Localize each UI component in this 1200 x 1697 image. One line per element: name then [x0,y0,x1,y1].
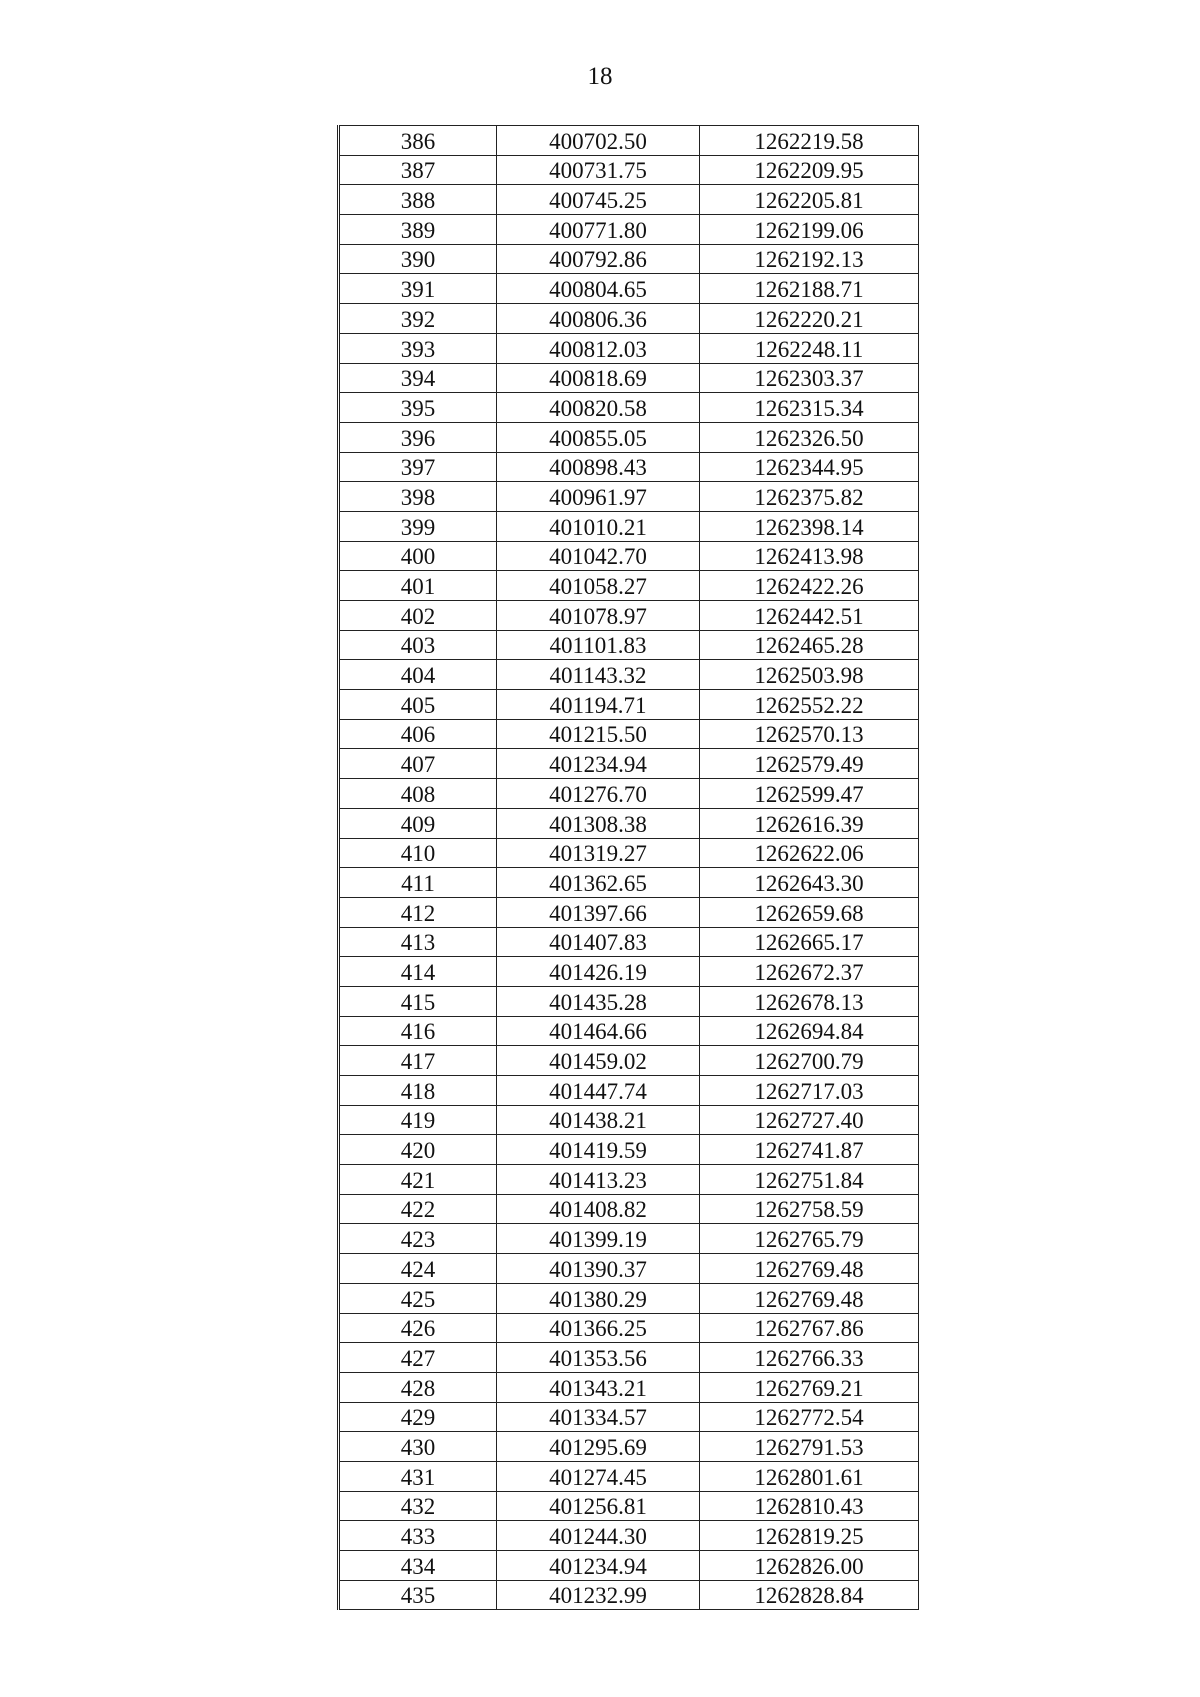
point-number-cell: 404 [339,660,497,690]
table-row [339,927,919,957]
y-coordinate-cell: 1262751.84 [700,1165,919,1195]
point-number-cell: 426 [339,1313,497,1343]
table-row [339,957,919,987]
table-row [339,1551,919,1581]
table-row [339,660,919,690]
y-coordinate-cell: 1262188.71 [700,274,919,304]
table-row [339,1016,919,1046]
y-coordinate-cell: 1262769.21 [700,1372,919,1402]
y-coordinate-cell: 1262344.95 [700,452,919,482]
table-row [339,1402,919,1432]
point-number-cell: 402 [339,601,497,631]
x-coordinate-cell: 401399.19 [497,1224,700,1254]
point-number-cell: 430 [339,1432,497,1462]
point-number-cell: 420 [339,1135,497,1165]
table-row [339,808,919,838]
x-coordinate-cell: 400820.58 [497,393,700,423]
x-coordinate-cell: 401010.21 [497,511,700,541]
point-number-cell: 394 [339,363,497,393]
point-number-cell: 393 [339,333,497,363]
x-coordinate-cell: 400731.75 [497,155,700,185]
y-coordinate-cell: 1262678.13 [700,986,919,1016]
x-coordinate-cell: 401380.29 [497,1283,700,1313]
table-row [339,244,919,274]
y-coordinate-cell: 1262375.82 [700,482,919,512]
table-row [339,571,919,601]
y-coordinate-cell: 1262700.79 [700,1046,919,1076]
x-coordinate-cell: 401232.99 [497,1580,700,1610]
point-number-cell: 421 [339,1165,497,1195]
y-coordinate-cell: 1262769.48 [700,1254,919,1284]
y-coordinate-cell: 1262209.95 [700,155,919,185]
y-coordinate-cell: 1262398.14 [700,511,919,541]
point-number-cell: 412 [339,897,497,927]
y-coordinate-cell: 1262819.25 [700,1521,919,1551]
y-coordinate-cell: 1262765.79 [700,1224,919,1254]
point-number-cell: 407 [339,749,497,779]
y-coordinate-cell: 1262219.58 [700,126,919,156]
x-coordinate-cell: 401256.81 [497,1491,700,1521]
x-coordinate-cell: 401343.21 [497,1372,700,1402]
point-number-cell: 399 [339,511,497,541]
x-coordinate-cell: 401274.45 [497,1461,700,1491]
y-coordinate-cell: 1262326.50 [700,422,919,452]
table-row [339,719,919,749]
point-number-cell: 406 [339,719,497,749]
point-number-cell: 388 [339,185,497,215]
y-coordinate-cell: 1262579.49 [700,749,919,779]
y-coordinate-cell: 1262422.26 [700,571,919,601]
point-number-cell: 434 [339,1551,497,1581]
x-coordinate-cell: 401101.83 [497,630,700,660]
point-number-cell: 408 [339,779,497,809]
x-coordinate-cell: 400806.36 [497,304,700,334]
point-number-cell: 413 [339,927,497,957]
y-coordinate-cell: 1262801.61 [700,1461,919,1491]
y-coordinate-cell: 1262791.53 [700,1432,919,1462]
y-coordinate-cell: 1262659.68 [700,897,919,927]
table-row [339,986,919,1016]
x-coordinate-cell: 401408.82 [497,1194,700,1224]
table-row [339,1461,919,1491]
point-number-cell: 432 [339,1491,497,1521]
y-coordinate-cell: 1262205.81 [700,185,919,215]
x-coordinate-cell: 401362.65 [497,868,700,898]
y-coordinate-cell: 1262665.17 [700,927,919,957]
table-row [339,511,919,541]
x-coordinate-cell: 401143.32 [497,660,700,690]
y-coordinate-cell: 1262828.84 [700,1580,919,1610]
x-coordinate-cell: 401234.94 [497,749,700,779]
point-number-cell: 390 [339,244,497,274]
x-coordinate-cell: 400855.05 [497,422,700,452]
table-row [339,1224,919,1254]
table-row [339,1491,919,1521]
coordinates-table-body [339,126,919,1610]
y-coordinate-cell: 1262199.06 [700,215,919,245]
point-number-cell: 422 [339,1194,497,1224]
point-number-cell: 425 [339,1283,497,1313]
x-coordinate-cell: 400804.65 [497,274,700,304]
x-coordinate-cell: 401078.97 [497,601,700,631]
table-row [339,1283,919,1313]
point-number-cell: 386 [339,126,497,156]
x-coordinate-cell: 401058.27 [497,571,700,601]
point-number-cell: 405 [339,690,497,720]
y-coordinate-cell: 1262772.54 [700,1402,919,1432]
x-coordinate-cell: 401234.94 [497,1551,700,1581]
y-coordinate-cell: 1262599.47 [700,779,919,809]
point-number-cell: 419 [339,1105,497,1135]
y-coordinate-cell: 1262810.43 [700,1491,919,1521]
y-coordinate-cell: 1262465.28 [700,630,919,660]
x-coordinate-cell: 401419.59 [497,1135,700,1165]
table-row [339,690,919,720]
y-coordinate-cell: 1262220.21 [700,304,919,334]
y-coordinate-cell: 1262694.84 [700,1016,919,1046]
point-number-cell: 431 [339,1461,497,1491]
point-number-cell: 423 [339,1224,497,1254]
x-coordinate-cell: 401276.70 [497,779,700,809]
y-coordinate-cell: 1262767.86 [700,1313,919,1343]
point-number-cell: 395 [339,393,497,423]
point-number-cell: 387 [339,155,497,185]
x-coordinate-cell: 401447.74 [497,1076,700,1106]
point-number-cell: 410 [339,838,497,868]
y-coordinate-cell: 1262192.13 [700,244,919,274]
y-coordinate-cell: 1262741.87 [700,1135,919,1165]
table-row [339,1165,919,1195]
y-coordinate-cell: 1262672.37 [700,957,919,987]
table-row [339,126,919,156]
point-number-cell: 398 [339,482,497,512]
table-row [339,1521,919,1551]
x-coordinate-cell: 400745.25 [497,185,700,215]
point-number-cell: 424 [339,1254,497,1284]
table-row [339,215,919,245]
y-coordinate-cell: 1262616.39 [700,808,919,838]
y-coordinate-cell: 1262503.98 [700,660,919,690]
table-row [339,304,919,334]
y-coordinate-cell: 1262552.22 [700,690,919,720]
x-coordinate-cell: 401413.23 [497,1165,700,1195]
y-coordinate-cell: 1262758.59 [700,1194,919,1224]
table-row [339,333,919,363]
x-coordinate-cell: 400812.03 [497,333,700,363]
table-row [339,1343,919,1373]
point-number-cell: 416 [339,1016,497,1046]
table-row [339,1076,919,1106]
table-row [339,274,919,304]
point-number-cell: 417 [339,1046,497,1076]
table-row [339,1135,919,1165]
coordinates-table [337,125,919,1610]
y-coordinate-cell: 1262727.40 [700,1105,919,1135]
y-coordinate-cell: 1262622.06 [700,838,919,868]
table-row [339,749,919,779]
x-coordinate-cell: 401353.56 [497,1343,700,1373]
y-coordinate-cell: 1262769.48 [700,1283,919,1313]
x-coordinate-cell: 401194.71 [497,690,700,720]
table-row [339,868,919,898]
x-coordinate-cell: 401464.66 [497,1016,700,1046]
x-coordinate-cell: 400961.97 [497,482,700,512]
point-number-cell: 392 [339,304,497,334]
table-row [339,1194,919,1224]
point-number-cell: 428 [339,1372,497,1402]
x-coordinate-cell: 401438.21 [497,1105,700,1135]
point-number-cell: 415 [339,986,497,1016]
table-row [339,1432,919,1462]
point-number-cell: 427 [339,1343,497,1373]
table-row [339,779,919,809]
table-row [339,155,919,185]
table-row [339,838,919,868]
point-number-cell: 433 [339,1521,497,1551]
x-coordinate-cell: 401366.25 [497,1313,700,1343]
x-coordinate-cell: 401042.70 [497,541,700,571]
x-coordinate-cell: 400702.50 [497,126,700,156]
y-coordinate-cell: 1262303.37 [700,363,919,393]
table-row [339,452,919,482]
y-coordinate-cell: 1262413.98 [700,541,919,571]
x-coordinate-cell: 401397.66 [497,897,700,927]
table-row [339,630,919,660]
x-coordinate-cell: 401426.19 [497,957,700,987]
x-coordinate-cell: 401215.50 [497,719,700,749]
point-number-cell: 391 [339,274,497,304]
x-coordinate-cell: 400771.80 [497,215,700,245]
point-number-cell: 429 [339,1402,497,1432]
point-number-cell: 403 [339,630,497,660]
x-coordinate-cell: 401435.28 [497,986,700,1016]
point-number-cell: 389 [339,215,497,245]
point-number-cell: 414 [339,957,497,987]
x-coordinate-cell: 401244.30 [497,1521,700,1551]
x-coordinate-cell: 401295.69 [497,1432,700,1462]
y-coordinate-cell: 1262826.00 [700,1551,919,1581]
x-coordinate-cell: 401459.02 [497,1046,700,1076]
y-coordinate-cell: 1262248.11 [700,333,919,363]
point-number-cell: 411 [339,868,497,898]
point-number-cell: 401 [339,571,497,601]
table-row [339,601,919,631]
table-row [339,422,919,452]
x-coordinate-cell: 401390.37 [497,1254,700,1284]
table-row [339,393,919,423]
point-number-cell: 396 [339,422,497,452]
y-coordinate-cell: 1262766.33 [700,1343,919,1373]
y-coordinate-cell: 1262442.51 [700,601,919,631]
table-row [339,897,919,927]
table-row [339,1580,919,1610]
y-coordinate-cell: 1262570.13 [700,719,919,749]
point-number-cell: 418 [339,1076,497,1106]
x-coordinate-cell: 400792.86 [497,244,700,274]
page-number: 18 [587,63,613,90]
table-row [339,1105,919,1135]
x-coordinate-cell: 401319.27 [497,838,700,868]
x-coordinate-cell: 401407.83 [497,927,700,957]
table-row [339,1046,919,1076]
table-row [339,1313,919,1343]
x-coordinate-cell: 401334.57 [497,1402,700,1432]
point-number-cell: 435 [339,1580,497,1610]
y-coordinate-cell: 1262315.34 [700,393,919,423]
point-number-cell: 409 [339,808,497,838]
y-coordinate-cell: 1262717.03 [700,1076,919,1106]
y-coordinate-cell: 1262643.30 [700,868,919,898]
table-row [339,541,919,571]
x-coordinate-cell: 401308.38 [497,808,700,838]
point-number-cell: 400 [339,541,497,571]
point-number-cell: 397 [339,452,497,482]
x-coordinate-cell: 400898.43 [497,452,700,482]
x-coordinate-cell: 400818.69 [497,363,700,393]
table-row [339,482,919,512]
table-row [339,1372,919,1402]
table-row [339,1254,919,1284]
table-row [339,363,919,393]
table-row [339,185,919,215]
